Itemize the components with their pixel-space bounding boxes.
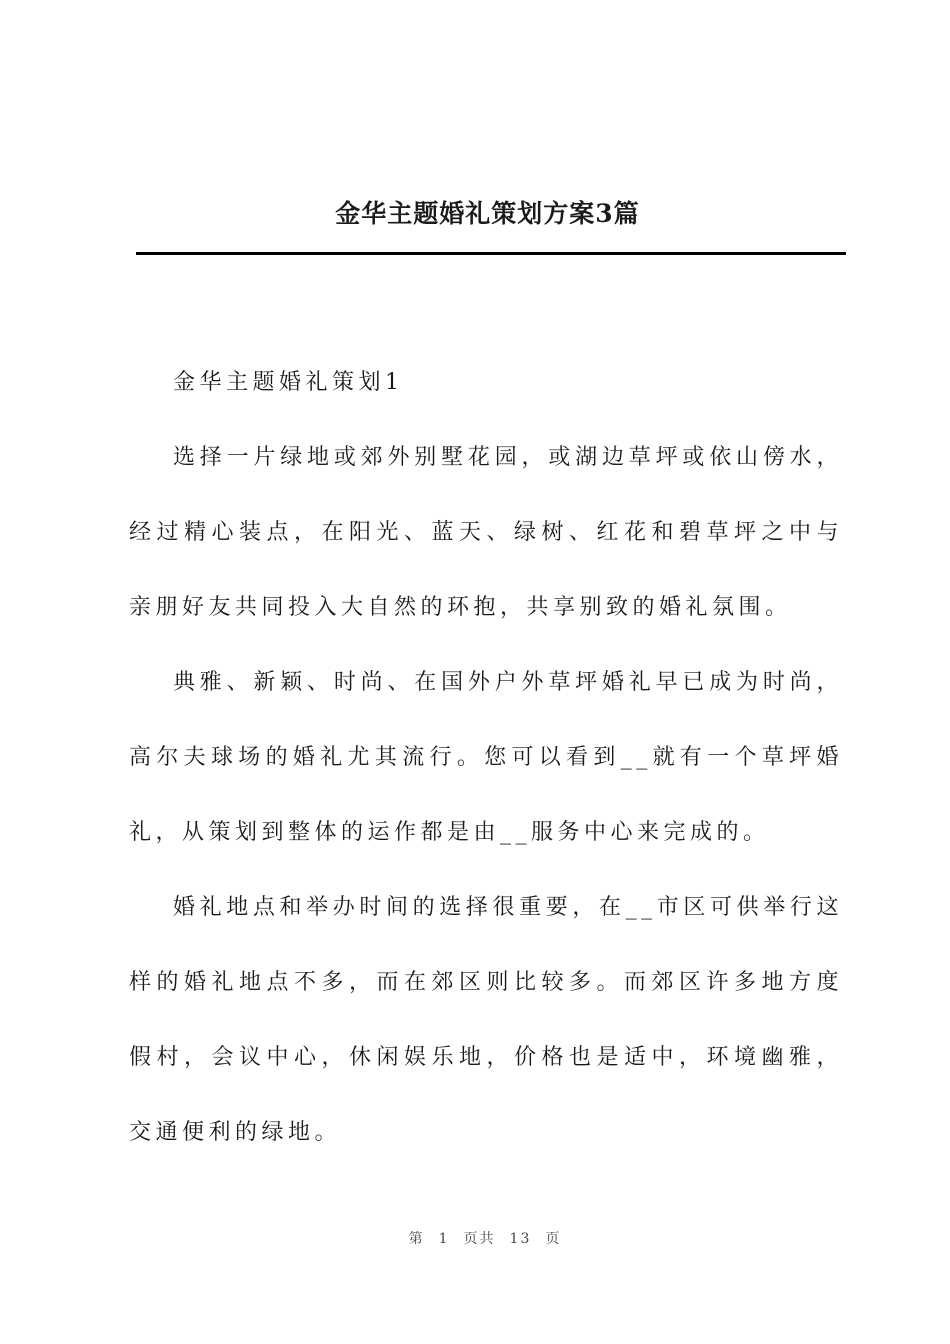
section-heading: 金华主题婚礼策划1 [173, 370, 404, 395]
footer-middle: 页共 [463, 1231, 496, 1247]
paragraph: 婚礼地点和举办时间的选择很重要，在__市区可供举行这样的婚礼地点不多，而在郊区则比较多。而郊区许多地方度假村，会议中心，休闲娱乐地，价格也是适中，环境幽雅，交通便利的绿地。 [129, 895, 843, 1145]
document-title: 金华主题婚礼策划方案3篇 [335, 199, 640, 228]
paragraph: 典雅、新颖、时尚、在国外户外草坪婚礼早已成为时尚，高尔夫球场的婚礼尤其流行。您可以看到__就有一个草坪婚礼，从策划到整体的运作都是由__服务中心来完成的。 [129, 670, 843, 845]
page-footer [0, 1228, 950, 1248]
title-underline [136, 252, 846, 255]
paragraph: 选择一片绿地或郊外别墅花园，或湖边草坪或依山傍水，经过精心装点，在阳光、蓝天、绿树、红花和碧草坪之中与亲朋好友共同投入大自然的环抱，共享别致的婚礼氛围。 [129, 445, 843, 620]
footer-suffix: 页 [545, 1231, 562, 1247]
footer-page-number: 1 [438, 1231, 450, 1247]
document-body [129, 345, 843, 1170]
footer-prefix: 第 [408, 1231, 425, 1247]
footer-total-pages: 13 [509, 1231, 532, 1247]
